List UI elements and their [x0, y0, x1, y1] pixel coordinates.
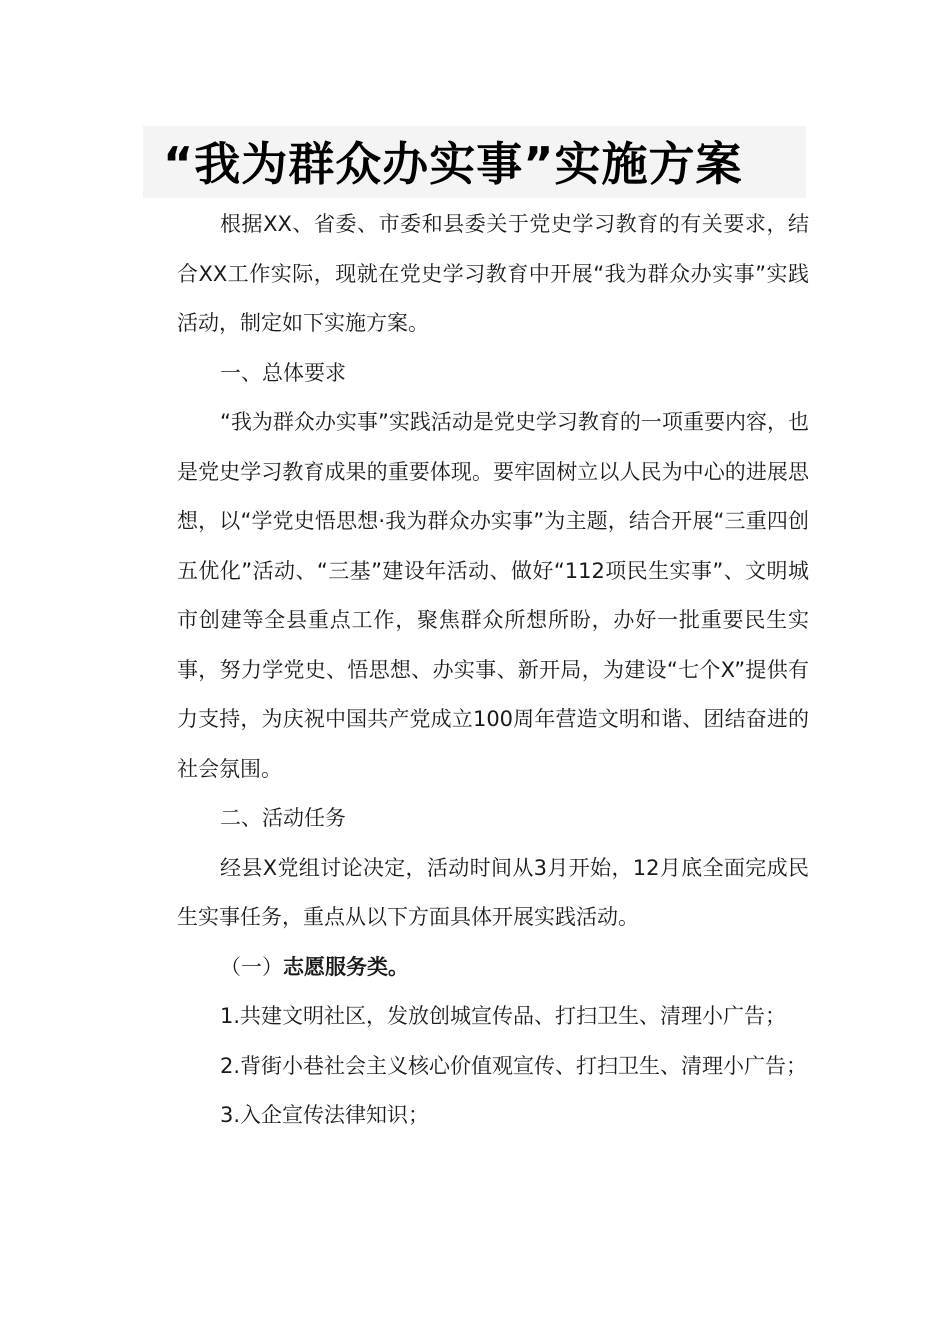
- subheading-prefix: （一）: [220, 954, 283, 979]
- paragraph-intro: 根据XX、省委、市委和县委关于党史学习教育的有关要求，结合XX工作实际，现就在党史学习教育中开展“我为群众办实事”实践活动，制定如下实施方案。: [177, 212, 809, 335]
- section-heading-general-requirements: 一、总体要求: [220, 360, 346, 385]
- subheading-volunteer-service: [177, 943, 809, 993]
- subheading-text: 志愿服务类。: [283, 954, 409, 979]
- paragraph-activity-tasks: 经县X党组讨论决定，活动时间从3月开始，12月底全面完成民生实事任务，重点从以下方面具体开展实践活动。: [177, 855, 809, 929]
- list-item-3: 3.入企宣传法律知识；: [220, 1103, 430, 1127]
- section-heading-activity-tasks: 二、活动任务: [220, 806, 346, 830]
- document-body: [177, 200, 809, 1141]
- document-title: “我为群众办实事”实施方案: [163, 137, 743, 191]
- list-item-2: 2.背街小巷社会主义核心价值观宣传、打扫卫生、清理小广告；: [220, 1053, 808, 1078]
- list-item-1: 1.共建文明社区，发放创城宣传品、打扫卫生、清理小广告；: [220, 1004, 787, 1028]
- paragraph-general-requirements: “我为群众办实事”实践活动是党史学习教育的一项重要内容，也是党史学习教育成果的重要体现。要牢固树立以人民为中心的进展思想，以“学党史悟思想·我为群众办实事”为主题，结合开展“三重四创五优化”活动、“三基”建设年活动、做好“112项民生实事”、文明城市创建等全县重点工作，聚焦群众所想所盼，办好一批重要民生实事，努力学党史、悟思想、办实事、新开局，为建设“七个X”提供有力支持，为庆祝中国共产党成立100周年营造文明和谐、团结奋进的社会氛围。: [177, 410, 809, 781]
